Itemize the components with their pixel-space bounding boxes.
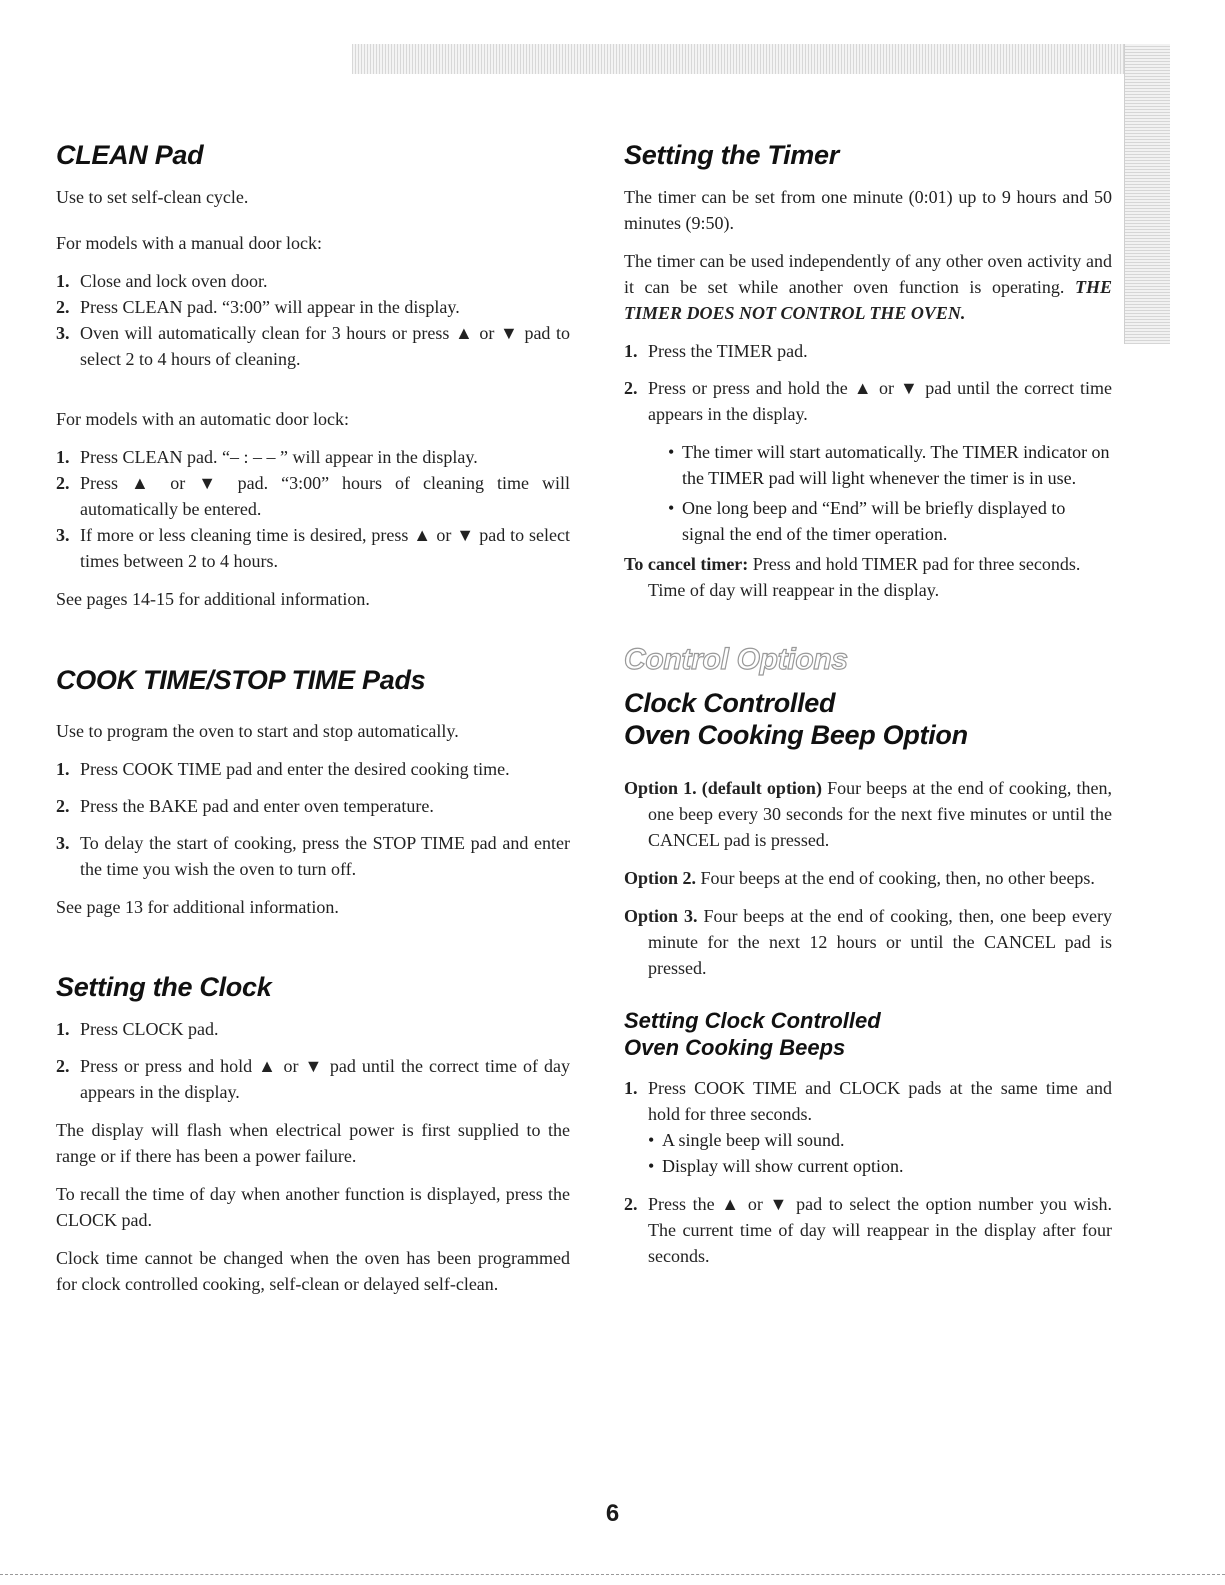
control-options-section <box>624 645 1112 1269</box>
side-decorative-strip <box>1124 44 1170 344</box>
cook-time-intro: Use to program the oven to start and stop automatically. <box>56 721 459 741</box>
auto-lock-steps <box>56 444 570 574</box>
list-item: 2. Press the BAKE pad and enter oven temperature. <box>56 796 434 816</box>
control-options-title: Control Options <box>624 643 848 676</box>
beep-option-1: Option 1. (default option) Four beeps at the end of cooking, then, one beep every 30 seconds for the next five minutes or until the CANCEL pad is pressed. <box>624 778 1113 850</box>
timer-warning: THE TIMER DOES NOT CONTROL THE OVEN. <box>624 277 1112 323</box>
list-item: 1. Press COOK TIME and CLOCK pads at the same time and hold for three seconds. <box>624 1078 1112 1124</box>
timer-title: Setting the Timer <box>624 140 839 170</box>
beep-option-2: Option 2. Four beeps at the end of cooking, then, no other beeps. <box>624 868 1095 888</box>
beep-option-title: Clock Controlled Oven Cooking Beep Option <box>624 688 968 750</box>
clock-para-flash: The display will flash when electrical power is first supplied to the range or if there has been a power failure. <box>56 1120 570 1166</box>
clock-para-recall: To recall the time of day when another function is displayed, press the CLOCK pad. <box>56 1184 570 1230</box>
right-column <box>624 140 1112 1281</box>
list-item: • Display will show current option. <box>648 1153 1112 1179</box>
manual-lock-steps <box>56 268 570 372</box>
timer-steps <box>624 338 1112 427</box>
setting-beeps-bullets <box>648 1127 1112 1179</box>
page-number: 6 <box>605 1500 620 1527</box>
timer-section <box>624 140 1112 603</box>
header-decorative-strip <box>352 44 1170 74</box>
list-item: • The timer will start automatically. The TIMER indicator on the TIMER pad will light whenever the timer is in use. <box>668 439 1112 491</box>
cook-time-see-page: See page 13 for additional information. <box>56 897 339 917</box>
clean-intro: Use to set self-clean cycle. <box>56 187 249 207</box>
list-item: 3. To delay the start of cooking, press the STOP TIME pad and enter the time you wish the oven to turn off. <box>56 833 570 879</box>
list-item: 2. Press the ▲ or ▼ pad to select the option number you wish. The current time of day will reappear in the display after four seconds. <box>624 1194 1112 1266</box>
auto-lock-heading: For models with an automatic door lock: <box>56 409 349 429</box>
list-item: 3. Oven will automatically clean for 3 hours or press ▲ or ▼ pad to select 2 to 4 hours of cleaning. <box>56 323 570 369</box>
list-item: 2. Press or press and hold the ▲ or ▼ pad until the correct time appears in the display. <box>624 378 1112 424</box>
cook-time-section <box>56 664 570 920</box>
list-item: 1. Press CLEAN pad. “– : – – ” will appear in the display. <box>56 447 478 467</box>
clock-section <box>56 972 570 1297</box>
clock-para-restriction: Clock time cannot be changed when the oven has been programmed for clock controlled cooking, self-clean or delayed self-clean. <box>56 1248 570 1294</box>
clock-title: Setting the Clock <box>56 972 272 1002</box>
beep-option-3: Option 3. Four beeps at the end of cooking, then, one beep every minute for the next 12 hours or until the CANCEL pad is pressed. <box>624 906 1112 978</box>
list-item: 2. Press or press and hold ▲ or ▼ pad until the correct time of day appears in the display. <box>56 1056 570 1102</box>
setting-beeps-steps-2 <box>624 1191 1112 1269</box>
footer-rule <box>0 1574 1225 1575</box>
manual-lock-heading: For models with a manual door lock: <box>56 233 322 253</box>
cook-time-steps <box>56 756 570 882</box>
timer-bullets <box>668 439 1112 547</box>
clean-pad-title: CLEAN Pad <box>56 140 204 170</box>
list-item: 2. Press CLEAN pad. “3:00” will appear in the display. <box>56 297 460 317</box>
setting-beeps-title: Setting Clock Controlled Oven Cooking Beeps <box>624 1008 881 1060</box>
list-item: 1. Press COOK TIME pad and enter the desired cooking time. <box>56 759 510 779</box>
timer-range: The timer can be set from one minute (0:01) up to 9 hours and 50 minutes (9:50). <box>624 187 1112 233</box>
list-item: • One long beep and “End” will be briefly displayed to signal the end of the timer operation. <box>668 495 1112 547</box>
clock-steps <box>56 1016 570 1105</box>
list-item: 1. Close and lock oven door. <box>56 271 268 291</box>
list-item: 1. Press the TIMER pad. <box>624 341 808 361</box>
list-item: 3. If more or less cleaning time is desired, press ▲ or ▼ pad to select times between 2 to 4 hours. <box>56 525 570 571</box>
list-item: 1. Press CLOCK pad. <box>56 1019 219 1039</box>
list-item: • A single beep will sound. <box>648 1127 1112 1153</box>
clean-pad-section <box>56 140 570 612</box>
list-item: 2. Press ▲ or ▼ pad. “3:00” hours of cleaning time will automatically be entered. <box>56 473 570 519</box>
cook-time-title: COOK TIME/STOP TIME Pads <box>56 665 426 695</box>
clean-see-pages: See pages 14-15 for additional information. <box>56 589 370 609</box>
timer-independent: The timer can be used independently of any other oven activity and it can be set while another oven function is operating. THE TIMER DOES NOT CONTROL THE OVEN. <box>624 251 1112 323</box>
left-column <box>56 140 570 1309</box>
timer-cancel: To cancel timer: Press and hold TIMER pad for three seconds. Time of day will reappear in the display. <box>624 554 1081 600</box>
setting-beeps-steps <box>624 1075 1112 1127</box>
